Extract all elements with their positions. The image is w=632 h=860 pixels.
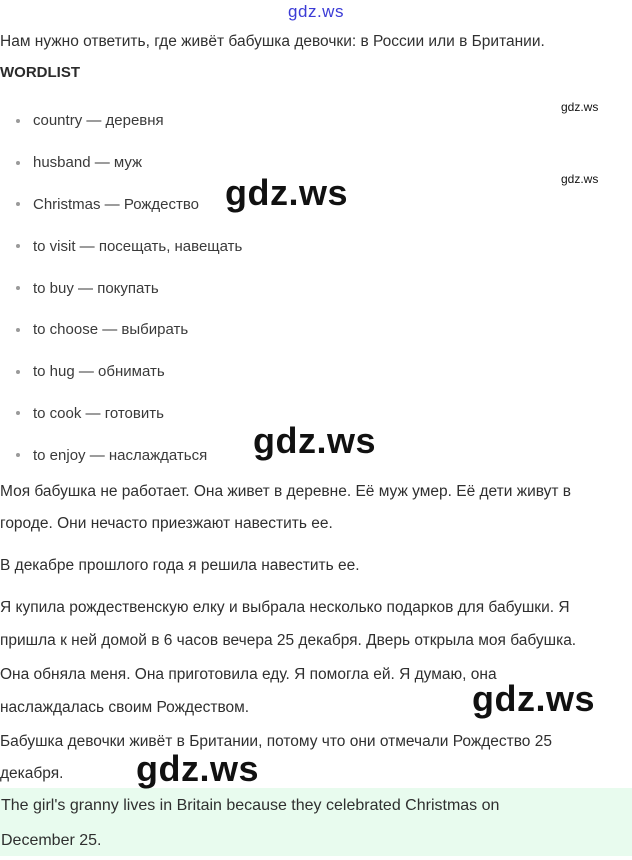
paragraph-text: Она обняла меня. Она приготовила еду. Я помогла ей. Я думаю, она [0,666,497,683]
bullet-icon [16,244,20,248]
list-item: Christmas — Рождество [0,184,242,226]
watermark-small: gdz.ws [561,100,599,114]
answer-box [0,788,632,856]
bullet-icon [16,161,20,165]
list-item: to buy — покупать [0,267,242,309]
wordlist [0,100,242,476]
list-item: to choose — выбирать [0,309,242,351]
answer-text: The girl's granny lives in Britain because they celebrated Christmas on [1,797,500,814]
watermark-small: gdz.ws [561,172,599,186]
paragraph-text: пришла к ней домой в 6 часов вечера 25 декабря. Дверь открыла моя бабушка. [0,632,577,649]
paragraph-text: В декабре прошлого года я решила навестить ее. [0,557,360,574]
list-item: husband — муж [0,142,242,184]
list-item: to cook — готовить [0,393,242,435]
paragraph-text: наслаждалась своим Рождеством. [0,699,250,716]
list-item: to visit — посещать, навещать [0,225,242,267]
paragraph-text: Бабушка девочки живёт в Британии, потому что они отмечали Рождество 25 [0,733,552,750]
watermark-large: gdz.ws [253,420,377,461]
bullet-icon [16,370,20,374]
bullet-icon [16,202,20,206]
paragraph-text: Моя бабушка не работает. Она живет в деревне. Её муж умер. Её дети живут в [0,483,572,500]
bullet-icon [16,328,20,332]
wordlist-heading: WORDLIST [0,64,80,81]
watermark-top: gdz.ws [288,2,344,21]
list-item: country — деревня [0,100,242,142]
bullet-icon [16,453,20,457]
bullet-icon [16,411,20,415]
paragraph-text: городе. Они нечасто приезжают навестить ее. [0,515,333,532]
list-item: to hug — обнимать [0,351,242,393]
answer-text: December 25. [1,832,102,849]
list-item: to enjoy — наслаждаться [0,434,242,476]
intro-text: Нам нужно ответить, где живёт бабушка девочки: в России или в Британии. [0,33,545,50]
paragraph-text: декабря. [0,765,64,782]
paragraph-text: Я купила рождественскую елку и выбрала несколько подарков для бабушки. Я [0,599,570,616]
bullet-icon [16,286,20,290]
watermark-large: gdz.ws [225,172,349,213]
watermark-large: gdz.ws [136,748,260,789]
watermark-large: gdz.ws [472,678,596,719]
bullet-icon [16,119,20,123]
